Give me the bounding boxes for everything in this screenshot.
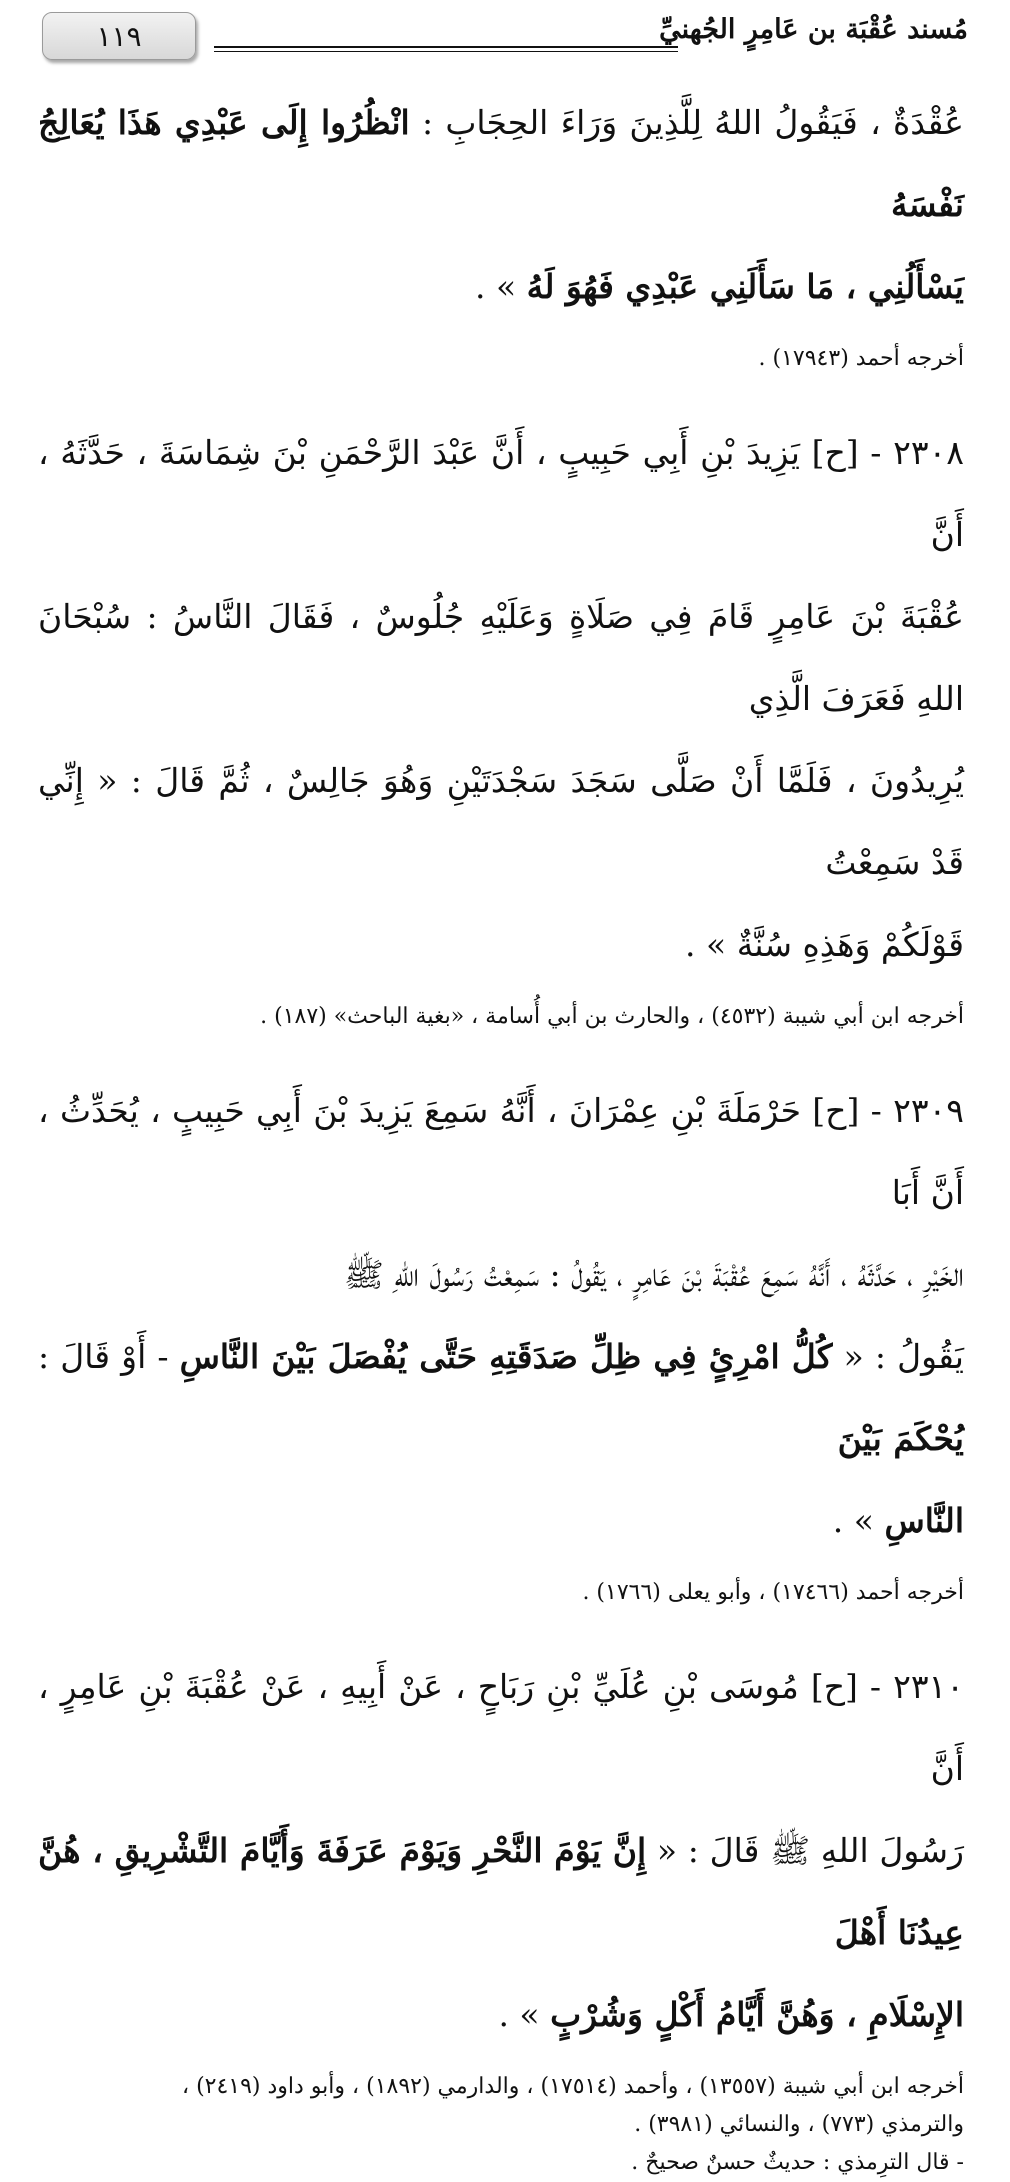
running-title: مُسند عُقْبَة بن عَامِرٍ الجُهنيِّ — [659, 14, 968, 45]
page-body — [38, 82, 964, 2182]
hadith-2310-line: ٢٣١٠ - [ح] مُوسَى بْنِ عُلَيِّ بْنِ رَبَاحٍ ، عَنْ أَبِيهِ ، عَنْ عُقْبَةَ بْنِ عَامِرٍ ، أَنَّ — [38, 1667, 964, 1788]
source-note: أخرجه ابن أبي شيبة (١٣٥٥٧) ، وأحمد (١٧٥١٤) ، والدارمي (١٨٩٢) ، وأبو داود (٢٤١٩) ، — [181, 2074, 964, 2099]
hadith-2309-line: ٢٣٠٩ - [ح] حَرْمَلَةَ بْنِ عِمْرَانَ ، أَنَّهُ سَمِعَ يَزِيدَ بْنَ أَبِي حَبِيبٍ ، يُحَدِّثُ ، أَنَّ أَبَا — [38, 1091, 964, 1212]
hadith-2308-line: يُرِيدُونَ ، فَلَمَّا أَنْ صَلَّى سَجَدَ سَجْدَتَيْنِ وَهُوَ جَالِسٌ ، ثُمَّ قَالَ : « إِنِّي قَدْ سَمِعْتُ — [38, 761, 964, 882]
page-header — [34, 10, 968, 60]
source-note: أخرجه ابن أبي شيبة (٤٥٣٢) ، والحارث بن أبي أُسامة ، «بغية الباحث» (١٨٧) . — [260, 1004, 964, 1029]
source-note: والترمذي (٧٧٣) ، والنسائي (٣٩٨١) . — [634, 2112, 964, 2137]
hadith-2310-line: رَسُولَ اللهِ ﷺ قَالَ : « إِنَّ يَوْمَ النَّحْرِ وَيَوْمَ عَرَفَةَ وَأَيَّامَ التَّشْرِيقِ ، هُنَّ عِيدُنَا أَهْلَ — [38, 1831, 964, 1952]
page-number: ١١٩ — [42, 12, 196, 60]
source-note: - قال الترِمذي : حديثٌ حسنٌ صحيحٌ . — [631, 2150, 964, 2175]
hadith-2309-line: الخَيْرِ ، حَدَّثَهُ ، أَنَّهُ سَمِعَ عُقْبَةَ بْنَ عَامِرٍ ، يَقُولُ : سَمِعْتُ رَسُولَ اللهِ ﷺ — [343, 1255, 964, 1294]
hadith-2308-line: ٢٣٠٨ - [ح] يَزِيدَ بْنِ أَبِي حَبِيبٍ ، أَنَّ عَبْدَ الرَّحْمَنِ بْنَ شِمَاسَةَ ، حَدَّثَهُ ، أَنَّ — [38, 433, 964, 554]
header-rule — [214, 46, 678, 52]
source-note: أخرجه أحمد (١٧٩٤٣) . — [758, 346, 964, 371]
hadith-2308-line: عُقْبَةَ بْنَ عَامِرٍ قَامَ فِي صَلَاةٍ وَعَلَيْهِ جُلُوسٌ ، فَقَالَ النَّاسُ : سُبْحَانَ اللهِ فَعَرَفَ الَّذِي — [38, 597, 964, 718]
hadith-2310-line: الإِسْلَامِ ، وَهُنَّ أَيَّامُ أَكْلٍ وَشُرْبٍ » . — [498, 1995, 964, 2034]
source-note: أخرجه أحمد (١٧٤٦٦) ، وأبو يعلى (١٧٦٦) . — [582, 1580, 964, 1605]
hadith-line: يَسْأَلُنِي ، مَا سَأَلَنِي عَبْدِي فَهُوَ لَهُ » . — [475, 267, 964, 306]
hadith-2309-line: يَقُولُ : « كُلُّ امْرِئٍ فِي ظِلِّ صَدَقَتِهِ حَتَّى يُفْصَلَ بَيْنَ النَّاسِ - أَوْ قَالَ : يُحْكَمَ بَيْنَ — [38, 1337, 964, 1458]
hadith-2309-line: النَّاسِ » . — [832, 1501, 964, 1540]
hadith-2308-line: قَوْلَكُمْ وَهَذِهِ سُنَّةٌ » . — [685, 925, 964, 964]
hadith-line: عُقْدَةٌ ، فَيَقُولُ اللهُ لِلَّذِينَ وَرَاءَ الحِجَابِ : انْظُرُوا إِلَى عَبْدِي هَذَا يُعَالِجُ نَفْسَهُ — [38, 103, 964, 224]
